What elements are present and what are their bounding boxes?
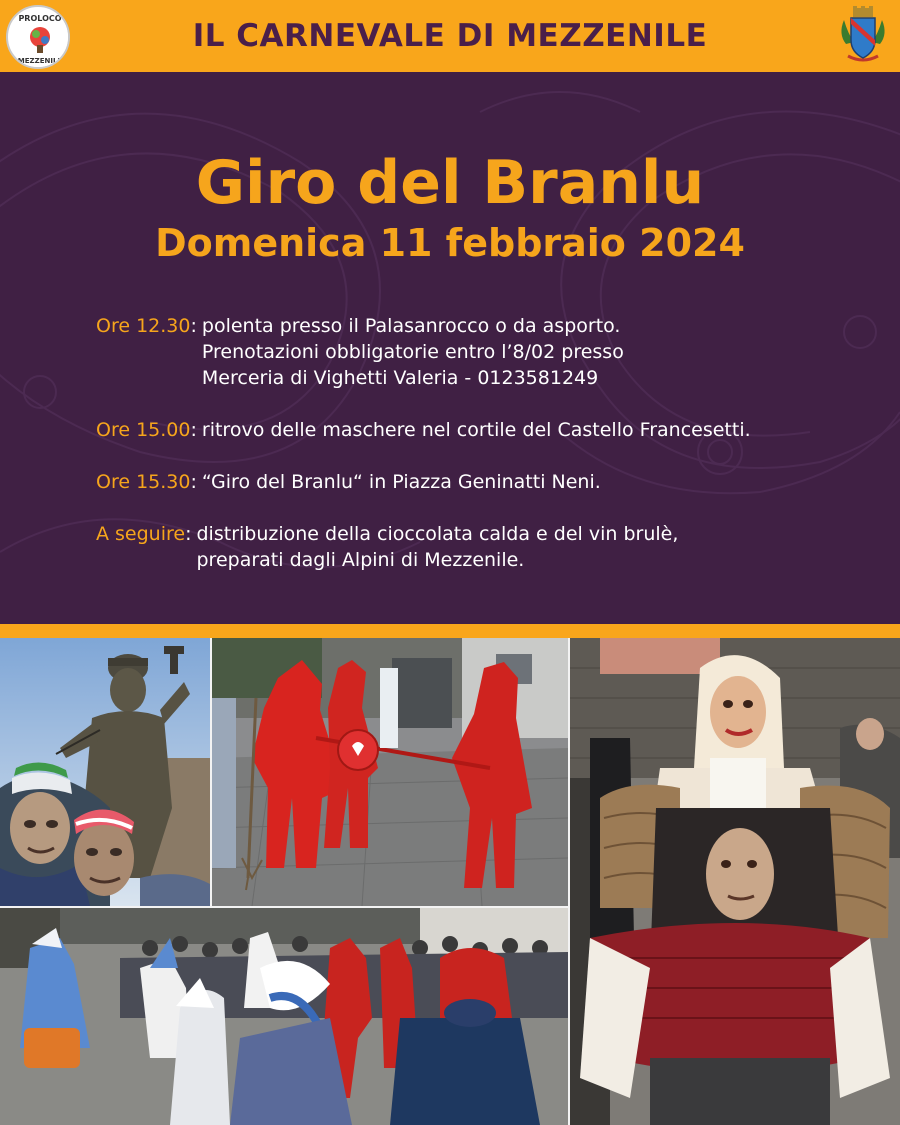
schedule-colon: :: [190, 471, 197, 493]
event-info-panel: [0, 72, 900, 624]
schedule-colon: :: [190, 419, 197, 441]
crowd-parade-photo: [0, 908, 568, 1125]
statue-and-masks-photo: [0, 638, 210, 906]
schedule-text-line: distribuzione della cioccolata calda e del vin brulè,: [196, 523, 679, 545]
logo-bottom-text: MEZZENILE: [17, 57, 63, 65]
schedule-text-line: “Giro del Branlu“ in Piazza Geninatti Neni.: [201, 471, 601, 493]
schedule-text-line: Merceria di Vighetti Valeria - 0123581249: [201, 367, 599, 389]
red-costumed-figures-photo: [212, 638, 568, 906]
masked-puppet-figure-photo: [570, 638, 900, 1125]
schedule-text-line: ritrovo delle maschere nel cortile del Castello Francesetti.: [201, 419, 751, 441]
schedule-entry: [96, 469, 886, 495]
event-title: Giro del Branlu: [195, 148, 705, 218]
schedule-time: Ore 12.30: [96, 315, 191, 337]
event-schedule: [96, 313, 886, 599]
schedule-time: Ore 15.30: [96, 471, 191, 493]
photo-collage: [0, 638, 900, 1125]
event-date: Domenica 11 febbraio 2024: [155, 221, 745, 265]
schedule-time: Ore 15.00: [96, 419, 191, 441]
orange-divider-stripe: [0, 624, 900, 638]
schedule-text-line: Prenotazioni obbligatorie entro l’8/02 presso: [201, 341, 624, 363]
schedule-text-line: preparati dagli Alpini di Mezzenile.: [196, 549, 525, 571]
schedule-entry: [96, 417, 886, 443]
schedule-entry: [96, 521, 886, 573]
schedule-text-line: polenta presso il Palasanrocco o da asporto.: [201, 315, 621, 337]
schedule-time: A seguire: [96, 523, 186, 545]
header-bar: [0, 0, 900, 72]
municipal-coat-of-arms-icon: [836, 4, 890, 68]
page-header-title: IL CARNEVALE DI MEZZENILE: [192, 18, 708, 54]
schedule-entry: [96, 313, 886, 391]
proloco-logo-icon: [6, 5, 70, 69]
schedule-colon: :: [185, 523, 192, 545]
schedule-colon: :: [190, 315, 197, 337]
logo-top-text: PROLOCO: [18, 14, 62, 23]
